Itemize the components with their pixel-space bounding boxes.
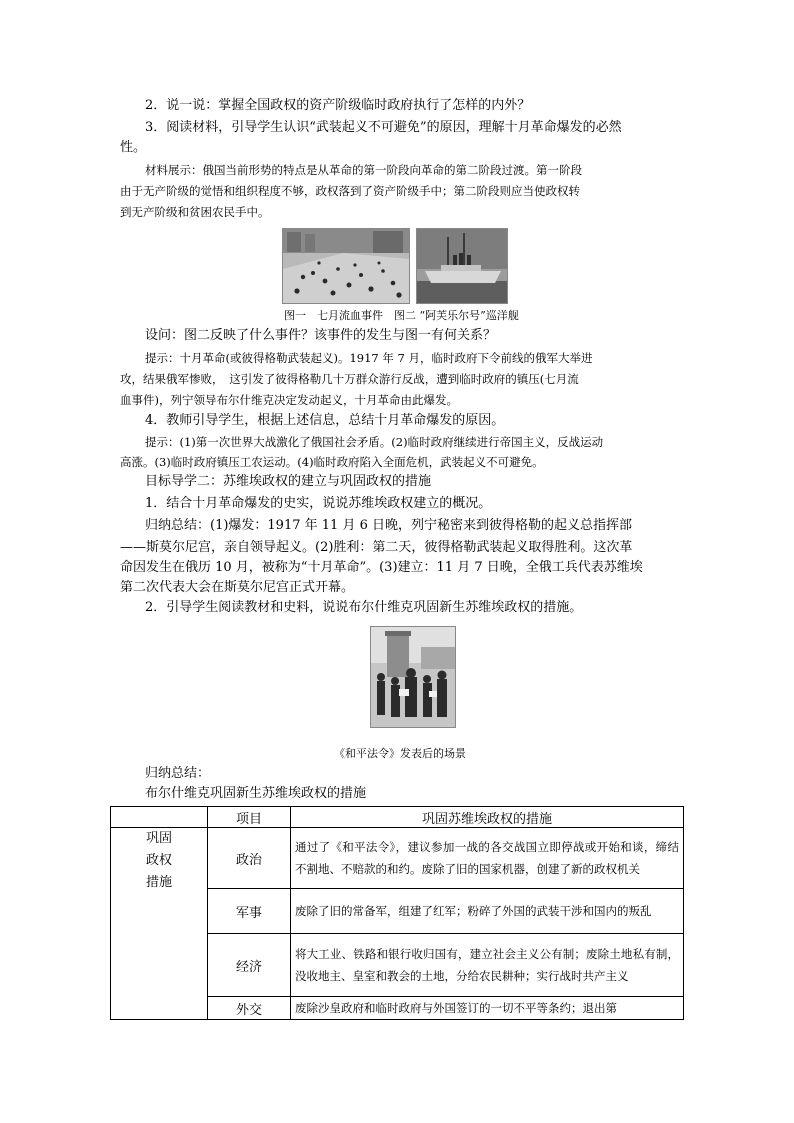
hint-2-line-2: 高涨。(3)临时政府镇压工农运动。(4)临时政府陷入全面危机，武装起义不可避免。 [120, 455, 544, 469]
header-measures-cell: 巩固苏维埃政权的措施 [291, 807, 684, 828]
peace-decree-photo [370, 626, 456, 728]
summary-line-1: 归纳总结：(1)爆发：1917 年 11 月 6 日晚，列宁秘密来到彼得格勒的起义总指挥部 [145, 518, 632, 533]
header-item-cell: 项目 [208, 807, 291, 828]
material-line-3: 到无产阶级和贫困农民手中。 [120, 205, 270, 219]
question-3-cont: 性。 [120, 140, 147, 155]
row-text-diplomacy: 废除沙皇政府和临时政府与外国签订的一切不平等条约；退出第 [291, 997, 684, 1020]
hint-1-line-3: 血事件)，列宁领导布尔什维克决定发动起义，十月革命由此爆发。 [120, 393, 458, 407]
prompt-question: 设问：图二反映了什么事件？该事件的发生与图一有何关系？ [145, 328, 497, 343]
row-text-economy: 将大工业、铁路和银行收归国有，建立社会主义公有制；废除土地私有制，没收地主、皇室和教会的土地，分给农民耕种；实行战时共产主义 [291, 934, 684, 997]
material-line-2: 由于无产阶级的觉悟和组织程度不够，政权落到了资产阶级手中；第二阶段则应当使政权转 [120, 184, 580, 198]
category-label: 巩固 政权 措施 [145, 831, 172, 890]
row-item-economy: 经济 [208, 934, 291, 997]
question-3: 3．阅读材料，引导学生认识“武装起义不可避免”的原因，理解十月革命爆发的必然 [145, 120, 622, 135]
july-days-photo [282, 228, 410, 304]
summary-line-3: 命因发生在俄历 10 月，被称为“十月革命”。(3)建立：11 月 7 日晚，全俄工兵代表苏维埃 [120, 560, 643, 575]
table-row [111, 828, 684, 889]
hint-1-line-1: 提示：十月革命(或彼得格勒武装起义)。1917 年 7 月，临时政府下令前线的俄军大举进 [145, 351, 593, 365]
goal-2-step-2: 2．引导学生阅读教材和史料，说说布尔什维克巩固新生苏维埃政权的措施。 [145, 600, 583, 615]
hint-1-line-2: 攻，结果俄军惨败， 这引发了彼得格勒几十万群众游行反战，遭到临时政府的镇压(七月流 [120, 372, 579, 386]
row-item-military: 军事 [208, 889, 291, 934]
goal-2-step-1: 1．结合十月革命爆发的史实，说说苏维埃政权建立的概况。 [145, 496, 492, 511]
aurora-cruiser-photo [416, 228, 508, 304]
figure-caption-2: 《和平法令》发表后的场景 [334, 747, 466, 760]
summary-label: 归纳总结： [145, 766, 211, 781]
summary-line-4: 第二次代表大会在斯莫尔尼宫正式开幕。 [120, 580, 355, 595]
category-cell [111, 828, 208, 1020]
measures-table [110, 806, 684, 1020]
step-4: 4．教师引导学生，根据上述信息，总结十月革命爆发的原因。 [145, 413, 505, 428]
question-2: 2．说一说：掌握全国政权的资产阶级临时政府执行了怎样的内外？ [145, 98, 531, 113]
row-text-politics: 通过了《和平法令》，建议参加一战的各交战国立即停战或开始和谈，缔结不割地、不赔款的和约。废除了旧的国家机器，创建了新的政权机关 [291, 828, 684, 889]
row-text-military: 废除了旧的常备军，组建了红军；粉碎了外国的武装干涉和国内的叛乱 [291, 889, 684, 934]
hint-2-line-1: 提示：(1)第一次世界大战激化了俄国社会矛盾。(2)临时政府继续进行帝国主义，反战运动 [145, 435, 604, 449]
goal-2-heading: 目标导学二：苏维埃政权的建立与巩固政权的措施 [145, 474, 432, 489]
header-blank-cell [111, 807, 208, 828]
table-header-row [111, 807, 684, 828]
row-item-politics: 政治 [208, 828, 291, 889]
figure-caption-1: 图一 七月流血事件 图二 “阿芙乐尔号”巡洋舰 [284, 309, 519, 322]
row-item-diplomacy: 外交 [208, 997, 291, 1020]
table-title: 布尔什维克巩固新生苏维埃政权的措施 [145, 786, 367, 801]
material-line-1: 材料展示：俄国当前形势的特点是从革命的第一阶段向革命的第二阶段过渡。第一阶段 [145, 163, 582, 177]
summary-line-2: ——斯莫尔尼宫，亲自领导起义。(2)胜利：第二天，彼得格勒武装起义取得胜利。这次革 [120, 540, 633, 555]
